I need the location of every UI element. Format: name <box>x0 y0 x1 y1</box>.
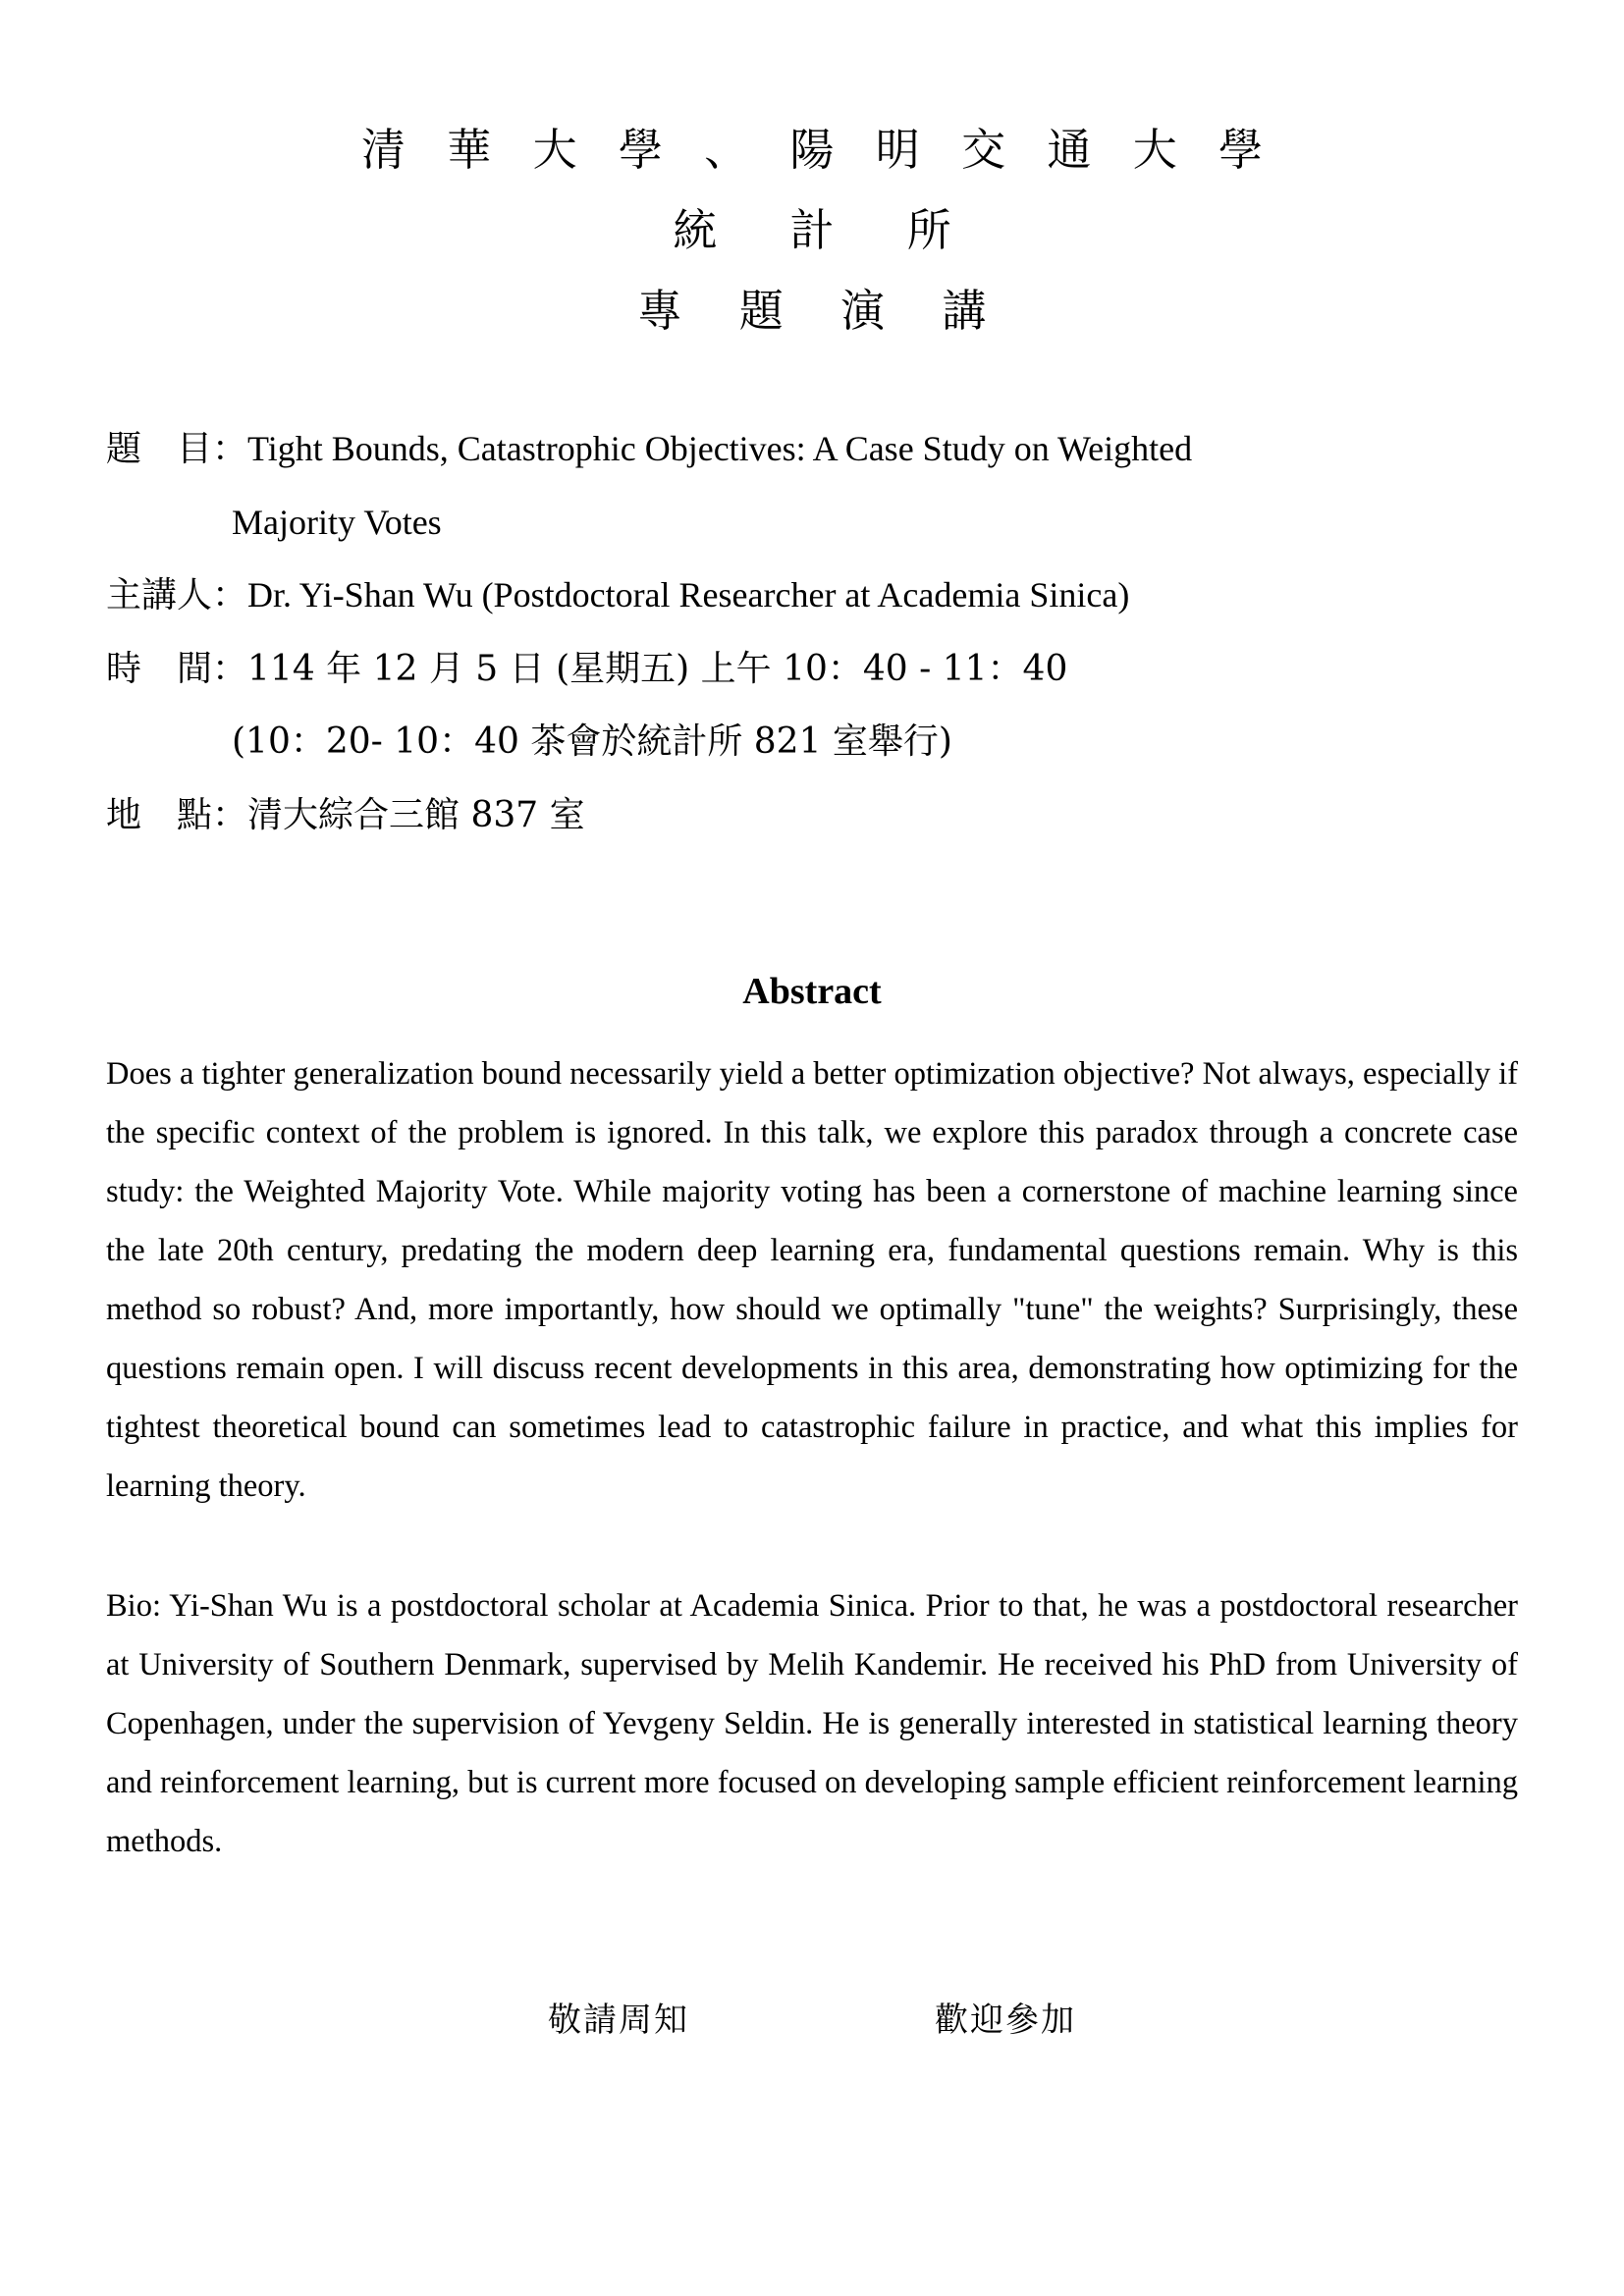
info-row-title <box>106 412 1518 486</box>
info-row-place <box>106 778 1518 852</box>
info-time-continuation: (10：20- 10：40 茶會於統計所 821 室舉行) <box>232 721 952 762</box>
info-title-continuation: Majority Votes <box>232 503 442 542</box>
footer-block <box>106 1993 1518 2041</box>
footer-notice-left: 敬請周知 <box>548 2001 689 2040</box>
info-label-speaker: 主講人： <box>106 575 248 615</box>
info-label-time: 時 間： <box>106 649 248 689</box>
info-value-time: 114 年 12 月 5 日 (星期五) 上午 10：40 - 11：40 <box>247 649 1068 689</box>
header-block <box>106 110 1518 351</box>
info-value-speaker: Dr. Yi-Shan Wu (Postdoctoral Researcher at Academia Sinica) <box>247 575 1130 614</box>
footer-notice-right: 歡迎參加 <box>935 2001 1076 2040</box>
abstract-body: Does a tighter generalization bound necessarily yield a better optimization objective? Not always, especially if the specific context of the problem is ignored. In this talk, we explore this paradox through a concrete case study: the Weighted Majority Vote. While majority voting has been a cornerstone of machine learning since the late 20th century, predating the modern deep learning era, fundamental questions remain. Why is this method so robust? And, more importantly, how should we optimally "tune" the weights? Surprisingly, these questions remain open. I will discuss recent developments in this area, demonstrating how optimizing for the tightest theoretical bound can sometimes lead to catastrophic failure in practice, and what this implies for learning theory. <box>106 1056 1518 1504</box>
header-department-line: 統 計 所 <box>673 204 981 256</box>
header-event-type-line: 專 題 演 講 <box>637 285 1008 337</box>
info-label-title: 題 目： <box>106 429 248 469</box>
info-value-place: 清大綜合三館 837 室 <box>247 795 585 835</box>
info-label-place: 地 點： <box>106 795 248 835</box>
info-row-time <box>106 632 1518 706</box>
info-block <box>106 412 1518 852</box>
info-value-title: Tight Bounds, Catastrophic Objectives: A Case Study on Weighted <box>247 429 1193 468</box>
header-institution-line: 清 華 大 學 、 陽 明 交 通 大 學 <box>360 124 1277 176</box>
info-row-speaker <box>106 559 1518 632</box>
bio-body: Bio: Yi-Shan Wu is a postdoctoral scholar at Academia Sinica. Prior to that, he was a postdoctoral researcher at University of Southern Denmark, supervised by Melih Kandemir. He received his PhD from University of Copenhagen, under the supervision of Yevgeny Seldin. He is generally interested in statistical learning theory and reinforcement learning, but is current more focused on developing sample efficient reinforcement learning methods. <box>106 1588 1518 1859</box>
abstract-heading: Abstract <box>742 971 882 1012</box>
